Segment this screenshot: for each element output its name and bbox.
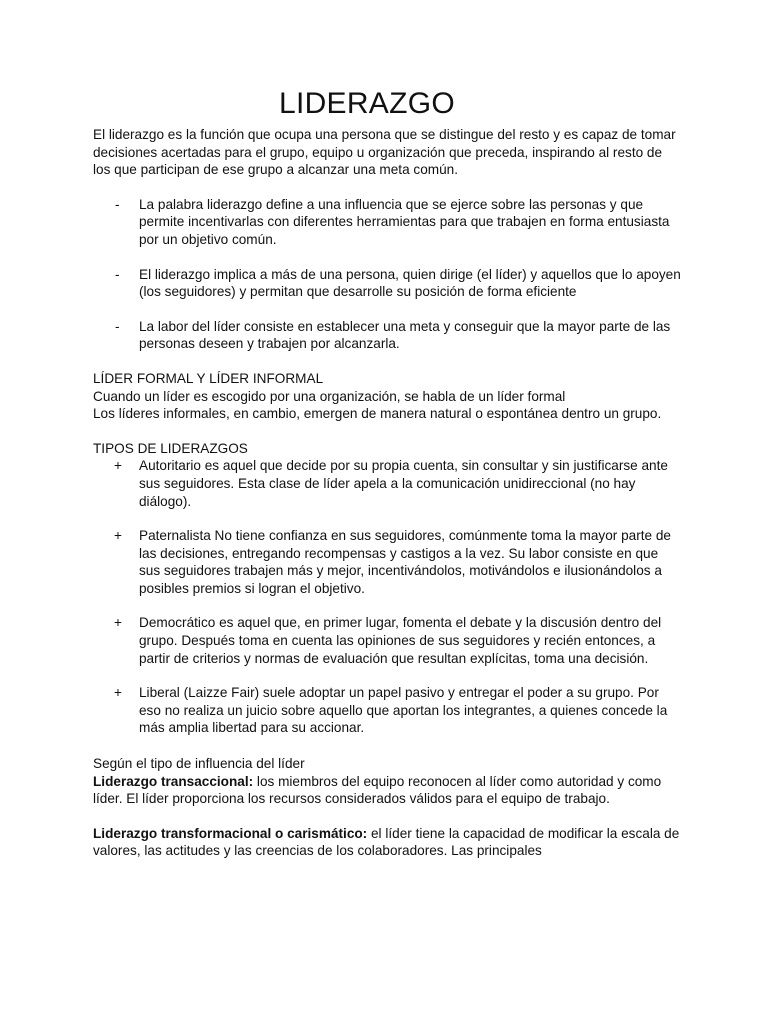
transaccional-text: los miembros del equipo reconocen al líder como autoridad y como líder. El líder proporciona los recursos considerados válidos para el equipo de trabajo. (93, 773, 662, 807)
page-title: LIDERAZGO (278, 87, 456, 120)
formal-section-heading: LÍDER FORMAL Y LÍDER INFORMAL (93, 370, 324, 386)
list-item (93, 318, 683, 353)
list-item (93, 684, 683, 737)
transaccional-definition (93, 773, 683, 808)
list-marker: + (114, 528, 122, 544)
list-item (93, 457, 683, 510)
list-item (93, 266, 683, 301)
document-body (93, 126, 683, 860)
list-item (93, 614, 683, 667)
informal-leader-line: Los líderes informales, en cambio, emergen de manera natural o espontánea dentro un grupo. (93, 406, 662, 422)
list-marker: - (115, 266, 120, 282)
list-item-text: Autoritario es aquel que decide por su propia cuenta, sin consultar y sin justificarse ante sus seguidores. Esta clase de líder apela a la comunicación unidireccional (no hay diálogo). (139, 458, 668, 509)
list-item (93, 196, 683, 249)
list-marker: + (114, 458, 122, 474)
transaccional-term: Liderazgo transaccional: (93, 773, 254, 789)
list-marker: + (114, 615, 122, 631)
transformacional-definition (93, 825, 683, 860)
dash-list (93, 196, 683, 353)
list-item-text: El liderazgo implica a más de una persona, quien dirige (el líder) y aquellos que lo apoyen (los seguidores) y permitan que desarrolle su posición de forma eficiente (139, 266, 681, 300)
formal-leader-line: Cuando un líder es escogido por una organización, se habla de un líder formal (93, 388, 566, 404)
plus-list (93, 457, 683, 737)
intro-paragraph: El liderazgo es la función que ocupa una persona que se distingue del resto y es capaz de tomar decisiones acertadas para el grupo, equipo u organización que preceda, inspirando al resto de los que participan de ese grupo a alcanzar una meta común. (93, 127, 676, 178)
list-item-text: Paternalista No tiene confianza en sus seguidores, comúnmente toma la mayor parte de las decisiones, entregando recompensas y castigos a la vez. Su labor consiste en que sus seguidores trabajen más y mejor, incentivándolos, motivándolos e ilusionándolos a posibles premios si logran el objetivo. (139, 528, 671, 596)
list-marker: - (115, 318, 120, 334)
list-item (93, 527, 683, 597)
list-marker: - (115, 196, 120, 212)
list-marker: + (114, 685, 122, 701)
list-item-text: La labor del líder consiste en establecer una meta y conseguir que la mayor parte de las personas deseen y trabajen por alcanzarla. (139, 318, 671, 352)
transformacional-text: el líder tiene la capacidad de modificar la escala de valores, las actitudes y las creencias de los colaboradores. Las principales (93, 825, 680, 859)
transformacional-term: Liderazgo transformacional o carismático: (93, 825, 368, 841)
tipos-section-heading: TIPOS DE LIDERAZGOS (93, 440, 248, 456)
list-item-text: La palabra liderazgo define a una influencia que se ejerce sobre las personas y que permite incentivarlas con diferentes herramientas para que trabajen en forma entusiasta por un objetivo común. (139, 196, 670, 247)
list-item-text: Liberal (Laizze Fair) suele adoptar un papel pasivo y entregar el poder a su grupo. Por eso no realiza un juicio sobre aquello que aportan los integrantes, a quienes concede la más amplia libertad para su accionar. (139, 685, 668, 736)
list-item-text: Democrático es aquel que, en primer lugar, fomenta el debate y la discusión dentro del grupo. Después toma en cuenta las opiniones de sus seguidores y recién entonces, a partir de criterios y normas de evaluación que resultan explícitas, toma una decisión. (139, 615, 662, 666)
influencia-section-heading: Según el tipo de influencia del líder (93, 756, 305, 772)
